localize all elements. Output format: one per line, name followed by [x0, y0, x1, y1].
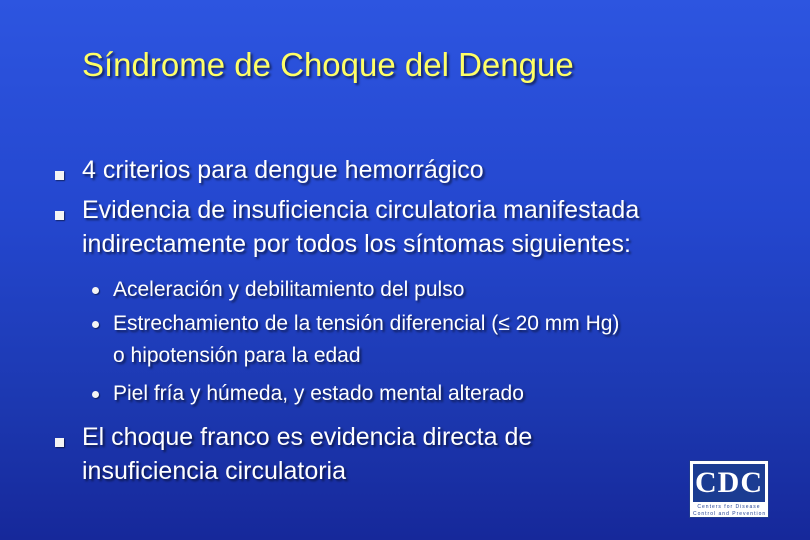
round-bullet-icon: [92, 287, 99, 294]
bullet-text: El choque franco es evidencia directa de: [82, 423, 533, 451]
round-bullet-icon: [92, 391, 99, 398]
slide-title: Síndrome de Choque del Dengue: [82, 46, 574, 83]
cdc-logo-box: [693, 464, 765, 502]
sub-bullet-text: Estrechamiento de la tensión diferencial (≤ 20 mm Hg): [113, 312, 620, 335]
square-bullet-icon: [55, 211, 64, 220]
sub-bullet-text: Piel fría y húmeda, y estado mental alterado: [113, 382, 524, 405]
bullet-text: Evidencia de insuficiencia circulatoria manifestada: [82, 196, 640, 224]
square-bullet-icon: [55, 438, 64, 447]
sub-bullet-text: Aceleración y debilitamiento del pulso: [113, 278, 465, 301]
sub-bullet-text-continuation: o hipotensión para la edad: [113, 344, 361, 367]
bullet-text-continuation: indirectamente por todos los síntomas siguientes:: [82, 230, 631, 258]
cdc-logo: [689, 460, 769, 518]
bullet-text: 4 criterios para dengue hemorrágico: [82, 156, 484, 184]
round-bullet-icon: [92, 321, 99, 328]
square-bullet-icon: [55, 171, 64, 180]
cdc-logo-text: CDC: [695, 466, 763, 499]
bullet-text-continuation: insuficiencia circulatoria: [82, 457, 347, 485]
cdc-logo-subtitle: Centers for Disease: [697, 504, 761, 510]
cdc-logo-subtitle: Control and Prevention: [693, 511, 767, 517]
